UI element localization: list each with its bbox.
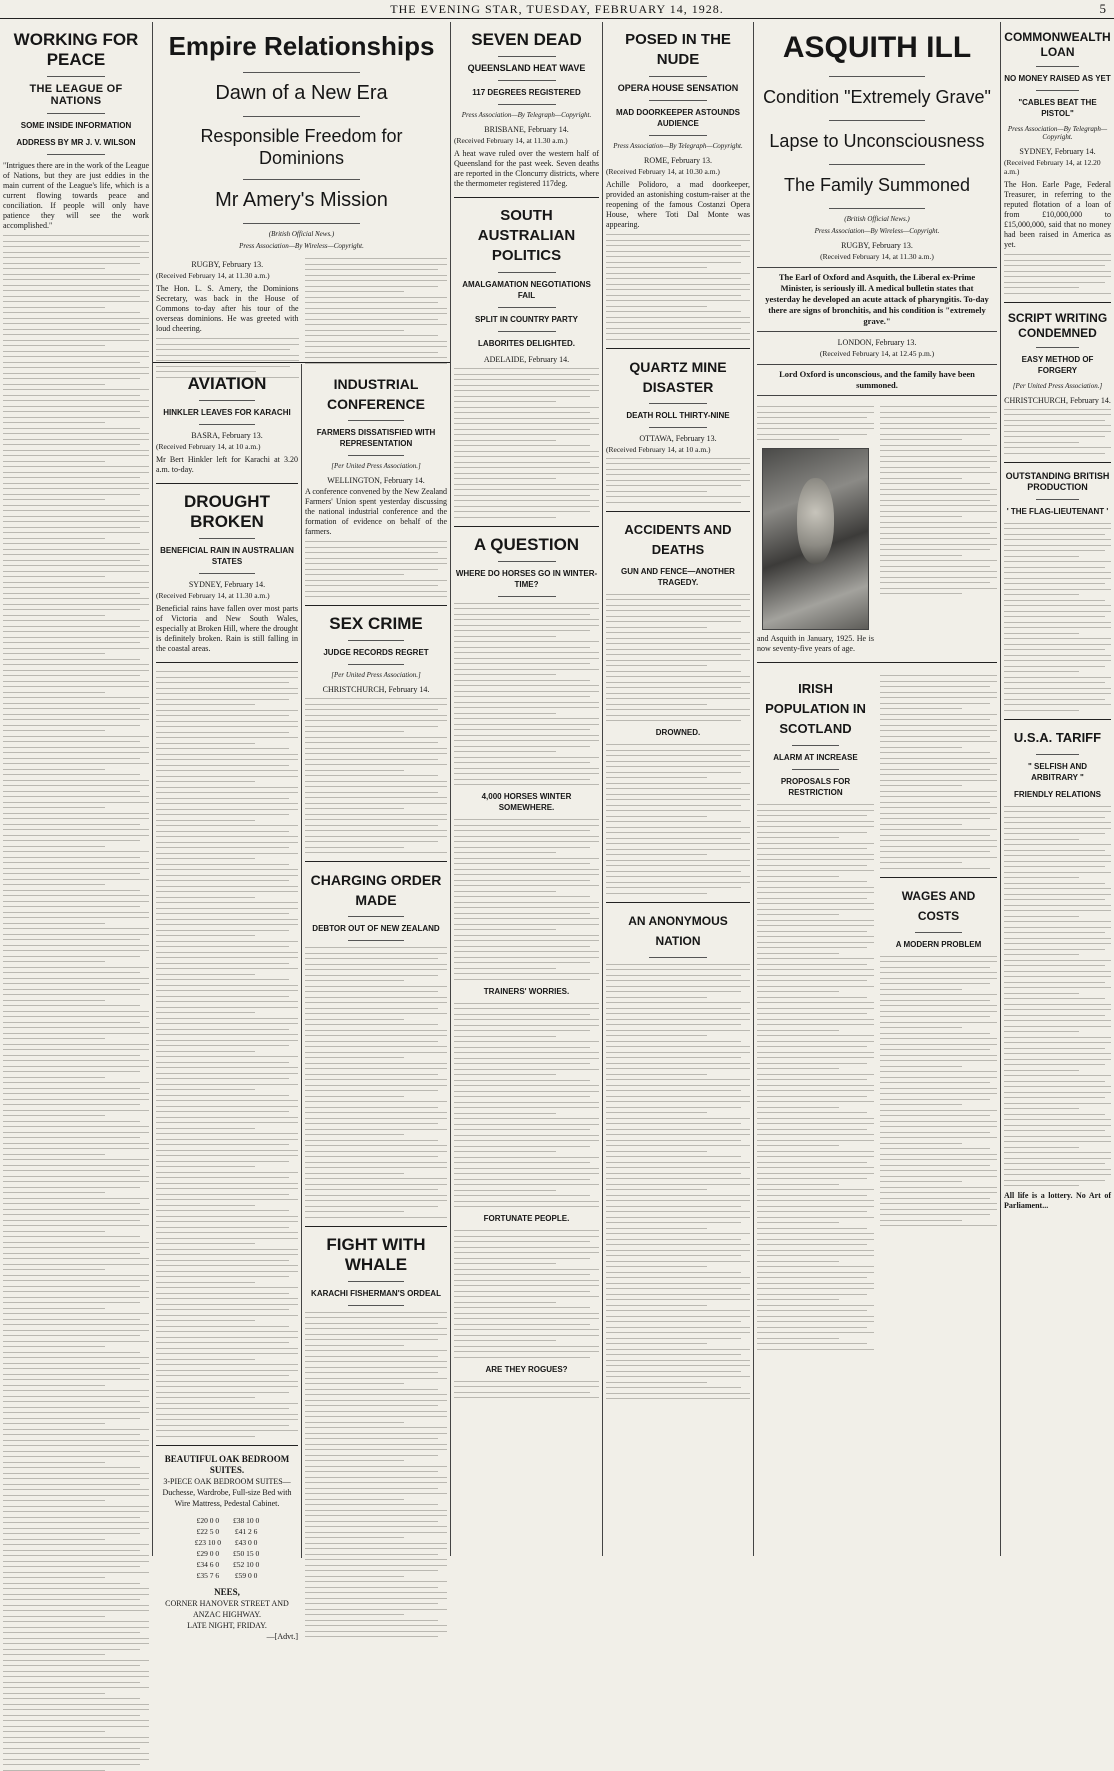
subhead-alarm: ALARM AT INCREASE <box>773 753 858 762</box>
received-time: (Received February 14, at 11.30 a.m.) <box>156 271 270 280</box>
subhead-fortunate-people: FORTUNATE PEOPLE. <box>483 1214 570 1223</box>
table-row: £20 0 0 £38 10 0 <box>196 1515 260 1525</box>
subhead-beneficial-rain: BENEFICIAL RAIN IN AUSTRALIAN STATES <box>160 546 294 566</box>
footer-snippet: All life is a lottery. No Art of Parliament... <box>1004 1190 1111 1210</box>
column-seven-dead <box>451 22 602 1558</box>
received-time: (Received February 14, at 11.30 a.m.) <box>156 591 270 600</box>
deck-amery-mission: Mr Amery's Mission <box>215 189 388 211</box>
headline-industrial-conference: INDUSTRIAL CONFERENCE <box>326 376 425 412</box>
article-lead: Achille Polidoro, a mad doorkeeper, provided an astonishing costum-raiser at the reopening of the famous Costanzi Opera House, where Toti Dal Monte was appearing. <box>606 180 750 229</box>
page-number: 5 <box>1099 1 1106 16</box>
subhead-4000-horses: 4,000 HORSES WINTER SOMEWHERE. <box>481 792 572 812</box>
article-lead: Mr Bert Hinkler left for Karachi at 3.20 a.m. to-day. <box>156 455 298 474</box>
dateline: RUGBY, February 13. <box>841 241 913 250</box>
asquith-photo <box>762 448 869 630</box>
subhead-easy-forgery: EASY METHOD OF FORGERY <box>1021 354 1094 375</box>
table-row: £35 7 6 £59 0 0 <box>196 1570 258 1580</box>
credit: Press Association—By Telegraph—Copyright. <box>613 142 743 150</box>
received-time: (Received February 14, at 12.20 a.m.) <box>1004 158 1101 176</box>
headline-fight-with-whale: FIGHT WITH WHALE <box>326 1234 426 1274</box>
medical-bulletin: The Earl of Oxford and Asquith, the Liberal ex-Prime Minister, is seriously ill. A medical bulletin states that yesterday he developed an acute attack of pharyngitis. To-day there are signs of bronchitis, and his condition is "extremely grave." <box>757 267 997 332</box>
dateline: WELLINGTON, February 14. <box>327 476 425 485</box>
subhead-friendly-relations: FRIENDLY RELATIONS <box>1014 789 1101 799</box>
table-row: £23 10 0 £43 0 0 <box>194 1537 258 1547</box>
subhead-debtor: DEBTOR OUT OF NEW ZEALAND <box>312 924 440 933</box>
subhead-league-of-nations: THE LEAGUE OF NATIONS <box>29 83 123 107</box>
headline-sex-crime: SEX CRIME <box>329 614 423 633</box>
table-row: £22 5 0 £41 2 6 <box>196 1526 258 1536</box>
subhead-trainers-worries: TRAINERS' WORRIES. <box>483 986 570 996</box>
headline-aviation: AVIATION <box>187 374 267 393</box>
credit: [Per United Press Association.] <box>331 671 421 679</box>
article-body-text <box>1004 806 1111 1187</box>
headline-sa-politics: SOUTH AUSTRALIAN POLITICS <box>477 207 576 264</box>
headline-wages-costs: WAGES AND COSTS <box>901 888 976 923</box>
subhead-gun-fence: GUN AND FENCE—ANOTHER TRAGEDY. <box>621 566 735 587</box>
dateline: LONDON, February 13. <box>837 338 917 347</box>
article-body-text <box>454 603 599 786</box>
deck-responsible-freedom: Responsible Freedom for Dominions <box>200 126 403 168</box>
article-body-text <box>305 1312 447 1638</box>
subhead-split: SPLIT IN COUNTRY PARTY <box>475 315 578 324</box>
ad-tag: —[Advt.] <box>266 1631 298 1641</box>
subhead-hinkler: HINKLER LEAVES FOR KARACHI <box>163 408 291 417</box>
subhead-cables: "CABLES BEAT THE PISTOL" <box>1018 98 1097 118</box>
subhead-amalgamation: AMALGAMATION NEGOTIATIONS FAIL <box>462 280 591 300</box>
article-body-text <box>454 1381 599 1399</box>
subhead-modern-problem: A MODERN PROBLEM <box>895 939 982 949</box>
section-divider <box>153 362 450 363</box>
received-time: (Received February 14, at 10.30 a.m.) <box>606 167 720 176</box>
column-aviation-drought <box>153 366 301 1641</box>
column-industrial-conference <box>302 366 450 1558</box>
subhead-rogues: ARE THEY ROGUES? <box>485 1364 568 1374</box>
article-lead: A conference convened by the New Zealand Farmers' Union spent yesterday discussing the national industrial conference and the formation of evidence on behalf of the farmers. <box>305 487 447 536</box>
photo-caption: and Asquith in January, 1925. He is now seventy-five years of age. <box>757 634 874 653</box>
ad-price-table <box>189 1515 266 1581</box>
article-lead: The Hon. Earle Page, Federal Treasurer, in referring to the reputed flotation of a loan of from £10,000,000 to £15,000,000, said that no money had been raised in America as yet. <box>1004 180 1111 249</box>
ad-hours: LATE NIGHT, FRIDAY. <box>187 1620 267 1630</box>
dateline: SYDNEY, February 14. <box>1019 147 1096 156</box>
headline-a-question: A QUESTION <box>473 534 580 554</box>
received-time: (Received February 14, at 10 a.m.) <box>156 442 261 451</box>
headline-outstanding-production: OUTSTANDING BRITISH PRODUCTION <box>1005 470 1110 492</box>
table-row: £34 6 0 £52 10 0 <box>196 1559 260 1569</box>
article-body-text <box>880 406 997 594</box>
masthead-title: THE EVENING STAR, TUESDAY, FEBRUARY 14, 1928. <box>390 2 724 16</box>
dateline: SYDNEY, February 14. <box>188 580 266 589</box>
subhead-queensland: QUEENSLAND HEAT WAVE <box>467 63 586 73</box>
column-posed-nude <box>603 22 753 1558</box>
byline: ADDRESS BY MR J. V. WILSON <box>16 138 136 147</box>
article-body-text <box>454 1230 599 1358</box>
ad-store-name: NEES, <box>214 1586 240 1597</box>
article-body-text <box>606 964 750 1400</box>
subhead-inside-information: SOME INSIDE INFORMATION <box>20 121 132 130</box>
subhead-judge-regret: JUDGE RECORDS REGRET <box>323 648 429 657</box>
article-body-text <box>606 744 750 894</box>
headline-quartz-mine: QUARTZ MINE DISASTER <box>629 358 727 395</box>
subhead-horses-winter: WHERE DO HORSES GO IN WINTER-TIME? <box>455 568 598 589</box>
headline-script-writing: SCRIPT WRITING CONDEMNED <box>1007 310 1108 340</box>
article-body-text <box>757 406 874 440</box>
headline-asquith-ill: ASQUITH ILL <box>782 31 972 64</box>
headline-anonymous-nation: AN ANONYMOUS NATION <box>628 913 728 948</box>
credit-press-association: Press Association—By Wireless—Copyright. <box>239 242 364 250</box>
article-body-text <box>1004 409 1111 454</box>
subhead-flag-lieutenant: ' THE FLAG-LIEUTENANT ' <box>1006 506 1109 516</box>
article-body-text <box>880 956 997 1227</box>
deck-family-summoned: The Family Summoned <box>783 175 971 195</box>
subhead-drowned: DROWNED. <box>655 728 701 737</box>
article-body-text <box>305 698 447 853</box>
advertisement-bedroom-suites <box>156 1454 298 1642</box>
received-time: (Received February 14, at 12.45 p.m.) <box>819 349 935 358</box>
article-body-text <box>454 819 599 980</box>
credit-press-association: Press Association—By Wireless—Copyright. <box>814 227 940 235</box>
article-lead: A heat wave ruled over the western half of Queensland for the past week. Seven deaths are reported in the Cloncurry districts, where the thermometer registered 117deg. <box>454 149 599 188</box>
credit: Press Association—By Telegraph—Copyright. <box>461 111 592 119</box>
article-body-text <box>3 235 149 1771</box>
credit: [Per United Press Association.] <box>1012 381 1103 390</box>
headline-irish-population: IRISH POPULATION IN SCOTLAND <box>765 681 866 736</box>
ad-address: CORNER HANOVER STREET AND ANZAC HIGHWAY. <box>165 1598 289 1619</box>
column-commonwealth-loan <box>1001 22 1114 1558</box>
article-body-text <box>305 947 447 1218</box>
received-time: (Received February 14, at 11.30 a.m.) <box>454 136 568 145</box>
article-lead: "Intrigues there are in the work of the League of Nations, but they are just eddies in the main current of the League's life, which is a current flowing towards peace and conciliation. If people will only have patience they will see the work accomplished." <box>3 161 149 230</box>
deck-lapse: Lapse to Unconsciousness <box>769 131 985 151</box>
article-body-text <box>1004 523 1111 711</box>
ad-description: 3-PIECE OAK BEDROOM SUITES—Duchesse, Wardrobe, Full-size Bed with Wire Mattress, Pedestal Cabinet. <box>162 1476 292 1508</box>
headline-seven-dead: SEVEN DEAD <box>471 30 582 49</box>
article-body-text <box>454 1003 599 1208</box>
subhead-karachi-fisherman: KARACHI FISHERMAN'S ORDEAL <box>311 1288 441 1298</box>
article-body-text <box>606 458 750 503</box>
article-body-text <box>156 671 298 1437</box>
dateline: ROME, February 13. <box>644 156 712 165</box>
subhead-farmers: FARMERS DISSATISFIED WITH REPRESENTATION <box>316 428 436 448</box>
credit: [Per United Press Association.] <box>331 462 421 470</box>
family-bulletin: Lord Oxford is unconscious, and the family have been summoned. <box>757 364 997 396</box>
subhead-mad-doorkeeper: MAD DOORKEEPER ASTOUNDS AUDIENCE <box>615 108 740 128</box>
received-time: (Received February 14, at 10 a.m.) <box>606 444 711 454</box>
dateline: BASRA, February 13. <box>191 431 263 440</box>
subhead-death-roll: DEATH ROLL THIRTY-NINE <box>626 410 730 420</box>
headline-posed-nude: POSED IN THE NUDE <box>625 31 731 68</box>
credit: Press Association—By Telegraph—Copyright. <box>1007 125 1108 141</box>
table-row: £29 0 0 £50 15 0 <box>196 1548 260 1558</box>
ad-title: BEAUTIFUL OAK BEDROOM SUITES. <box>164 1453 290 1475</box>
credit-official-news: (British Official News.) <box>268 230 335 238</box>
masthead <box>0 0 1114 19</box>
received-time: (Received February 14, at 11.30 a.m.) <box>820 252 934 261</box>
deck-dawn-new-era: Dawn of a New Era <box>215 82 388 104</box>
deck-extremely-grave: Condition "Extremely Grave" <box>763 87 991 107</box>
headline-drought-broken: DROUGHT BROKEN <box>184 492 270 531</box>
article-body-text <box>454 368 599 518</box>
article-empire-relationships <box>153 22 450 362</box>
article-body-text <box>757 804 874 1350</box>
subhead-laborites: LABORITES DELIGHTED. <box>478 339 575 348</box>
dateline: ADELAIDE, February 14. <box>483 355 570 364</box>
headline-commonwealth-loan: COMMONWEALTH LOAN <box>1004 30 1111 59</box>
dateline: RUGBY, February 13. <box>191 260 264 269</box>
subhead-opera-house: OPERA HOUSE SENSATION <box>617 83 739 93</box>
column-asquith-ill <box>754 22 1000 1558</box>
dateline: BRISBANE, February 14. <box>484 125 569 134</box>
headline-empire-relationships: Empire Relationships <box>168 31 435 61</box>
subhead-proposals: PROPOSALS FOR RESTRICTION <box>780 777 851 797</box>
subhead-117-degrees: 117 DEGREES REGISTERED <box>472 88 581 97</box>
headline-working-for-peace: WORKING FOR PEACE <box>13 30 139 69</box>
article-lead: Beneficial rains have fallen over most parts of Victoria and New South Wales, especially at Broken Hill, where the drought is definitely broken. Rain is still falling in the coastal areas. <box>156 604 298 653</box>
article-body-text <box>305 258 448 364</box>
column-league-of-nations <box>0 22 152 1558</box>
dateline: OTTAWA, February 13. <box>639 433 717 443</box>
subhead-selfish: " SELFISH AND ARBITRARY " <box>1027 761 1088 782</box>
article-body-text <box>305 541 447 597</box>
credit-official-news: (British Official News.) <box>844 215 910 223</box>
article-body-text <box>1004 254 1111 294</box>
article-lead: The Hon. L. S. Amery, the Dominions Secretary, was back in the House of Commons to-day after his tour of the overseas dominions. He was greeted with loud cheering. <box>156 284 299 333</box>
article-body-text <box>606 234 750 340</box>
headline-charging-order: CHARGING ORDER MADE <box>310 872 442 908</box>
dateline: CHRISTCHURCH, February 14. <box>322 685 430 694</box>
dateline: CHRISTCHURCH, February 14. <box>1004 395 1111 405</box>
headline-usa-tariff: U.S.A. TARIFF <box>1013 729 1102 745</box>
article-body-text <box>880 675 997 869</box>
headline-accidents: ACCIDENTS AND DEATHS <box>624 521 732 557</box>
subhead-no-money: NO MONEY RAISED AS YET <box>1004 74 1111 83</box>
article-body-text <box>606 594 750 722</box>
